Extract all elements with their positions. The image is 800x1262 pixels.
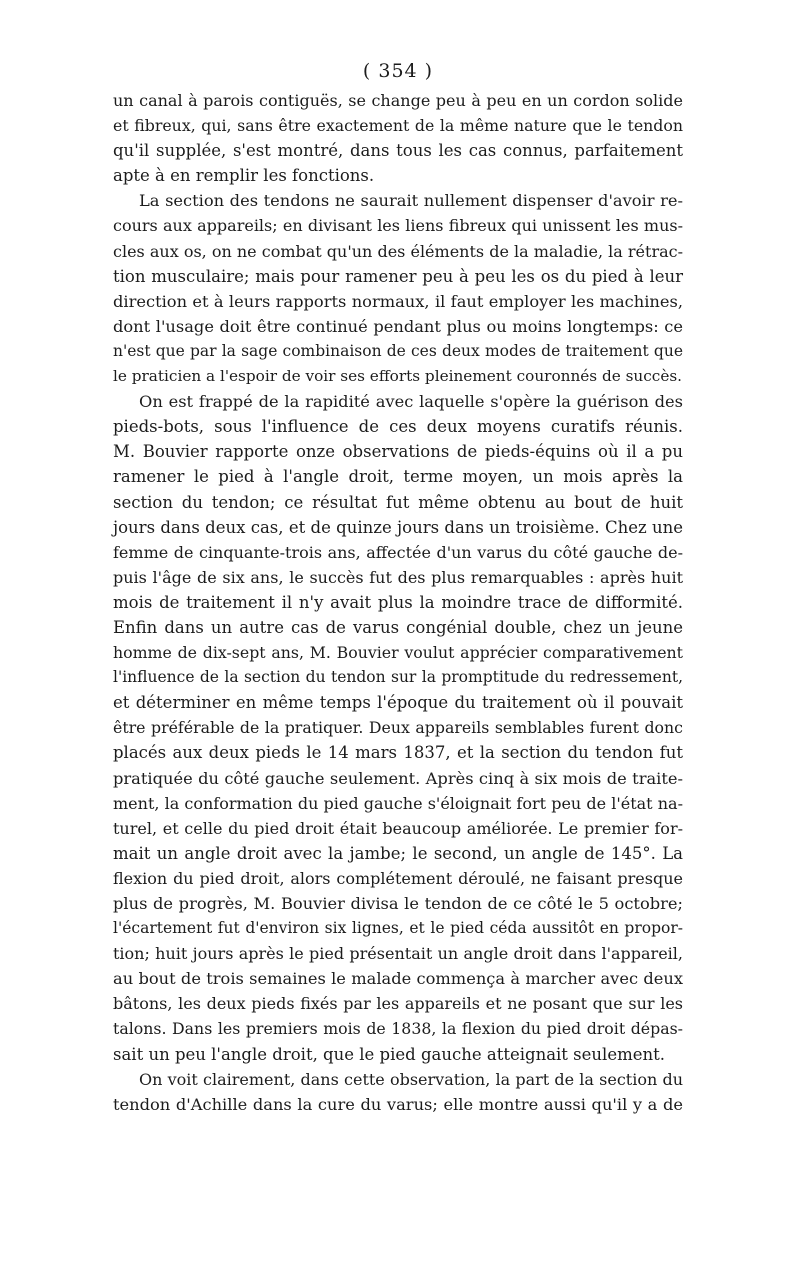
- text-line: ramener le pied à l'angle droit, terme moyen, un mois après la: [113, 467, 683, 487]
- paragraph: [113, 389, 683, 1067]
- text-line: sait un peu l'angle droit, que le pied gauche atteignait seulement.: [113, 1044, 665, 1064]
- text-line: puis l'âge de six ans, le succès fut des plus remarquables : après huit: [113, 567, 683, 587]
- text-line: cours aux appareils; en divisant les liens fibreux qui unissent les mus-: [113, 216, 683, 236]
- text-line: être préférable de la pratiquer. Deux appareils semblables furent donc: [113, 718, 683, 738]
- text-line: dont l'usage doit être continué pendant plus ou moins longtemps: ce: [113, 316, 683, 336]
- text-line: qu'il supplée, s'est montré, dans tous les cas connus, parfaitement: [113, 141, 683, 161]
- text-line: jours dans deux cas, et de quinze jours dans un troisième. Chez une: [113, 517, 683, 537]
- text-line: M. Bouvier rapporte onze observations de pieds-équins où il a pu: [113, 442, 683, 462]
- text-line: On est frappé de la rapidité avec laquelle s'opère la guérison des: [139, 392, 683, 412]
- text-line: pratiquée du côté gauche seulement. Après cinq à six mois de traite-: [113, 768, 683, 788]
- text-line: placés aux deux pieds le 14 mars 1837, et la section du tendon fut: [113, 743, 683, 763]
- text-body: [113, 88, 683, 1117]
- paragraph: [113, 1067, 683, 1117]
- text-line: femme de cinquante-trois ans, affectée d'un varus du côté gauche de-: [113, 542, 683, 562]
- text-line: le praticien a l'espoir de voir ses efforts pleinement couronnés de succès.: [113, 367, 683, 386]
- text-line: pieds-bots, sous l'influence de ces deux moyens curatifs réunis.: [113, 417, 683, 437]
- text-line: homme de dix-sept ans, M. Bouvier voulut apprécier comparativement: [113, 643, 683, 663]
- text-line: tendon d'Achille dans la cure du varus; elle montre aussi qu'il y a de: [113, 1094, 683, 1114]
- paragraph: [113, 188, 683, 389]
- text-line: n'est que par la sage combinaison de ces deux modes de traitement que: [113, 341, 683, 360]
- paragraph: [113, 88, 683, 188]
- text-line: Enfin dans un autre cas de varus congénial double, chez un jeune: [113, 617, 683, 637]
- text-line: au bout de trois semaines le malade commença à marcher avec deux: [113, 969, 683, 989]
- text-line: section du tendon; ce résultat fut même obtenu au bout de huit: [113, 492, 683, 512]
- text-line: mait un angle droit avec la jambe; le second, un angle de 145°. La: [113, 843, 683, 863]
- text-line: un canal à parois contiguës, se change peu à peu en un cordon solide: [113, 91, 683, 110]
- text-line: l'écartement fut d'environ six lignes, et le pied céda aussitôt en propor-: [113, 919, 683, 938]
- text-line: mois de traitement il n'y avait plus la moindre trace de difformité.: [113, 592, 683, 612]
- text-line: talons. Dans les premiers mois de 1838, la flexion du pied droit dépas-: [113, 1019, 683, 1039]
- text-line: On voit clairement, dans cette observation, la part de la section du: [139, 1069, 683, 1089]
- text-line: turel, et celle du pied droit était beaucoup améliorée. Le premier for-: [113, 818, 683, 838]
- text-line: direction et à leurs rapports normaux, il faut employer les machines,: [113, 291, 683, 311]
- text-line: tion musculaire; mais pour ramener peu à peu les os du pied à leur: [113, 266, 683, 286]
- text-line: flexion du pied droit, alors complétement déroulé, ne faisant presque: [113, 868, 683, 888]
- text-line: bâtons, les deux pieds fixés par les appareils et ne posant que sur les: [113, 994, 683, 1014]
- text-line: tion; huit jours après le pied présentait un angle droit dans l'appareil,: [113, 944, 683, 964]
- text-line: La section des tendons ne saurait nullement dispenser d'avoir re-: [139, 191, 683, 211]
- text-line: et fibreux, qui, sans être exactement de la même nature que le tendon: [113, 116, 683, 136]
- text-line: l'influence de la section du tendon sur la promptitude du redressement,: [113, 668, 683, 687]
- text-line: et déterminer en même temps l'époque du traitement où il pouvait: [113, 693, 683, 713]
- text-line: apte à en remplir les fonctions.: [113, 166, 375, 186]
- page-number: ( 354 ): [362, 60, 434, 82]
- text-line: plus de progrès, M. Bouvier divisa le tendon de ce côté le 5 octobre;: [113, 894, 683, 913]
- text-line: cles aux os, on ne combat qu'un des éléments de la maladie, la rétrac-: [113, 241, 683, 261]
- book-page: [113, 60, 683, 1117]
- text-line: ment, la conformation du pied gauche s'éloignait fort peu de l'état na-: [113, 793, 683, 813]
